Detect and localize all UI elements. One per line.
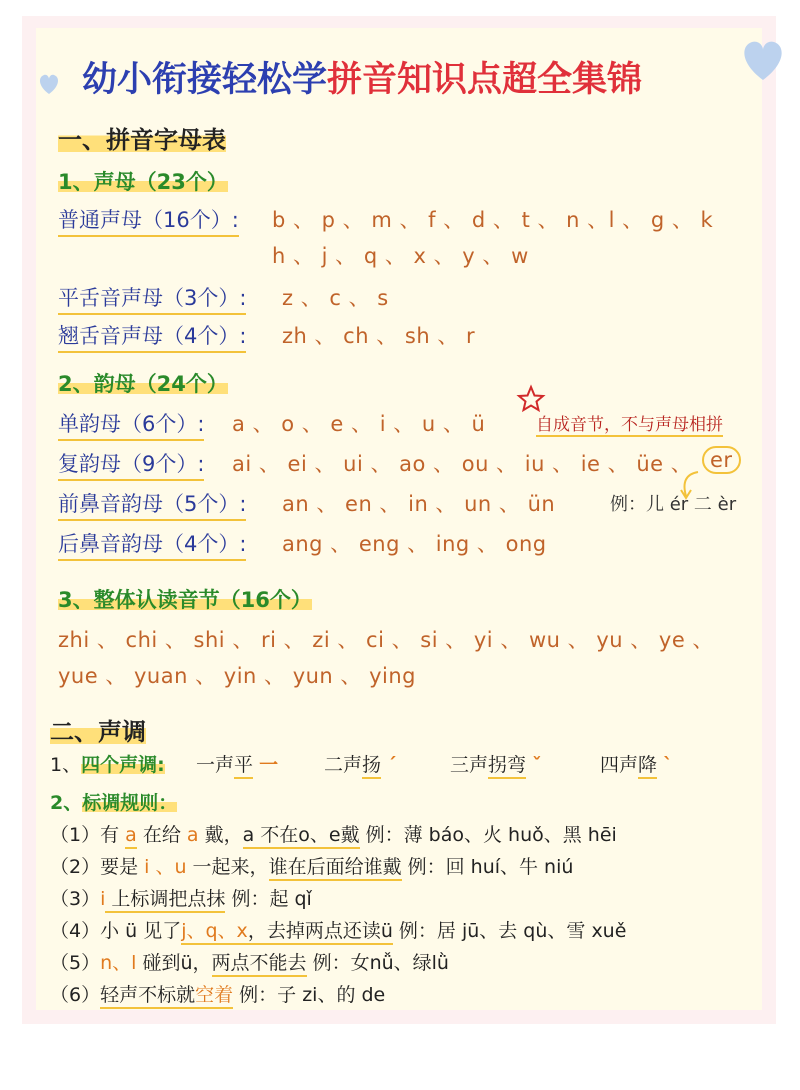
tone-1: [196, 750, 278, 777]
yunmu-back-nasal-values: ang 、 eng 、 ing 、 ong: [282, 532, 547, 556]
sub3-heading: [58, 584, 312, 614]
title-part2: 拼音知识点超全集锦: [327, 60, 643, 100]
rule-2-p2: 一起来，: [186, 856, 269, 878]
rule-6-p0: 轻声不标就: [100, 984, 195, 1009]
tone-3: [450, 750, 542, 777]
sub1-heading-text: 1、声母（23个）: [58, 170, 228, 194]
rule-1-p0: 有: [100, 824, 126, 846]
whole-syllables-line1: zhi 、 chi 、 shi 、 ri 、 zi 、 ci 、 si 、 yi 、 wu 、 yu 、 ye 、: [58, 628, 714, 652]
rule-2-p4: 例：回 huí、牛 niú: [401, 856, 574, 878]
rule-3-p2: 例：起 qǐ: [225, 888, 312, 910]
rule-6-num: （6）: [50, 984, 101, 1006]
page-title: [82, 52, 642, 102]
tone-3-key: 拐弯: [488, 754, 526, 779]
shengmu-common-values: b 、 p 、 m 、 f 、 d 、 t 、 n 、l 、 g 、 k: [272, 208, 714, 232]
rule-3-p1: 上标调把点抹: [105, 888, 225, 913]
rule-1-p2: 在给: [136, 824, 187, 846]
yunmu-single-label: 单韵母（6个）:: [58, 408, 204, 441]
tone-2: [324, 750, 397, 777]
tone-2-key: 扬: [362, 754, 381, 779]
rule-4-p0: 小 ü 见了: [100, 920, 182, 942]
shengmu-retroflex-label: 翘舌音声母（4个）:: [58, 320, 246, 353]
tone-4: [600, 750, 673, 777]
rule-2-num: （2）: [50, 856, 101, 878]
yunmu-back-nasal-label: 后鼻音韵母（4个）:: [58, 528, 246, 561]
rule-3: [50, 884, 312, 911]
rule-5-num: （5）: [50, 952, 101, 974]
tones-prefix: 1、: [50, 754, 82, 776]
yunmu-compound-label: 复韵母（9个）:: [58, 448, 204, 481]
tone-4-pre: 四声: [600, 754, 639, 776]
shengmu-retroflex-values: zh 、 ch 、 sh 、 r: [282, 324, 476, 348]
er-example: 例：儿 ér 二 èr: [610, 494, 737, 515]
tone-1-pre: 一声: [196, 754, 235, 776]
tone-1-mark: 一: [259, 754, 279, 776]
rule-1-p4: 戴，: [198, 824, 243, 846]
whole-syllables-line2: yue 、 yuan 、 yin 、 yun 、 ying: [58, 664, 416, 688]
shengmu-common-values2: h 、 j 、 q 、 x 、 y 、 w: [272, 244, 529, 268]
sub1-heading: [58, 166, 228, 196]
sub2-heading: [58, 368, 228, 398]
tone-4-key: 降: [638, 754, 657, 779]
rule-2: [50, 852, 573, 879]
tones-line: [50, 750, 165, 777]
section1-heading: 一、拼音字母表: [58, 120, 226, 155]
rule-1-p5: a 不在o、e戴: [243, 824, 360, 849]
tone-3-mark: ˇ: [532, 754, 542, 776]
heart-icon: [736, 28, 790, 88]
rules-heading-text: 标调规则：: [82, 792, 178, 814]
sub2-heading-text: 2、韵母（24个）: [58, 372, 228, 396]
rule-1-p6: 例：薄 báo、火 huǒ、黑 hēi: [359, 824, 617, 846]
rule-5-p3: 例：女nǚ、绿lǜ: [306, 952, 449, 974]
yunmu-single-values: a 、 o 、 e 、 i 、 u 、 ü: [232, 412, 486, 436]
yunmu-front-nasal-values: an 、 en 、 in 、 un 、 ün: [282, 492, 556, 516]
rule-6-p1: 空着: [195, 984, 233, 1009]
page-frame: [22, 16, 776, 1024]
rule-2-p1: i 、u: [144, 856, 187, 878]
rule-4-num: （4）: [50, 920, 101, 942]
rule-3-p0: i: [100, 888, 106, 910]
sub3-heading-text: 3、整体认读音节（16个）: [58, 588, 312, 612]
yunmu-er-value: er: [702, 446, 741, 474]
rule-4-p1: j、q、x: [181, 920, 248, 945]
rule-5-p0: n、l: [100, 952, 137, 974]
rules-heading: [50, 788, 177, 815]
rule-4: [50, 916, 626, 943]
rule-1-p1: a: [125, 824, 137, 849]
yunmu-compound-values: ai 、 ei 、 ui 、 ao 、 ou 、 iu 、 ie 、 üe 、: [232, 452, 693, 476]
tone-4-mark: ˋ: [663, 754, 673, 776]
rule-4-p2: ，去掉两点还读ü: [248, 920, 393, 945]
shengmu-flat-values: z 、 c 、 s: [282, 286, 389, 310]
rule-1-num: （1）: [50, 824, 101, 846]
paper: [36, 28, 762, 1010]
rule-1-p3: a: [186, 824, 199, 846]
small-heart-icon: [36, 68, 62, 98]
section2-heading: 二、声调: [50, 712, 146, 747]
tone-2-pre: 二声: [324, 754, 363, 776]
shengmu-common-label: 普通声母（16个）:: [58, 204, 239, 237]
rule-3-num: （3）: [50, 888, 101, 910]
rules-prefix: 2、: [50, 792, 83, 814]
rule-2-p0: 要是: [100, 856, 145, 878]
rule-6-p2: 例：子 zi、的 de: [233, 984, 386, 1006]
rule-5-p2: 两点不能去: [212, 952, 307, 977]
shengmu-flat-label: 平舌音声母（3个）:: [58, 282, 246, 315]
note-text: 自成音节，不与声母相拼: [536, 410, 723, 437]
yunmu-front-nasal-label: 前鼻音韵母（5个）:: [58, 488, 246, 521]
title-part1: 幼小衔接轻松学: [82, 60, 328, 100]
rule-5: [50, 948, 449, 975]
tone-3-pre: 三声: [450, 754, 489, 776]
rule-1: [50, 820, 617, 847]
rule-6: [50, 980, 385, 1007]
tone-1-key: 平: [234, 754, 253, 779]
tone-2-mark: ˊ: [387, 754, 397, 776]
rule-4-p3: 例：居 jū、去 qù、雪 xuě: [392, 920, 627, 942]
rule-5-p1: 碰到ü，: [136, 952, 212, 974]
tones-label: 四个声调:: [81, 754, 165, 776]
rule-2-p3: 谁在后面给谁戴: [269, 856, 402, 881]
